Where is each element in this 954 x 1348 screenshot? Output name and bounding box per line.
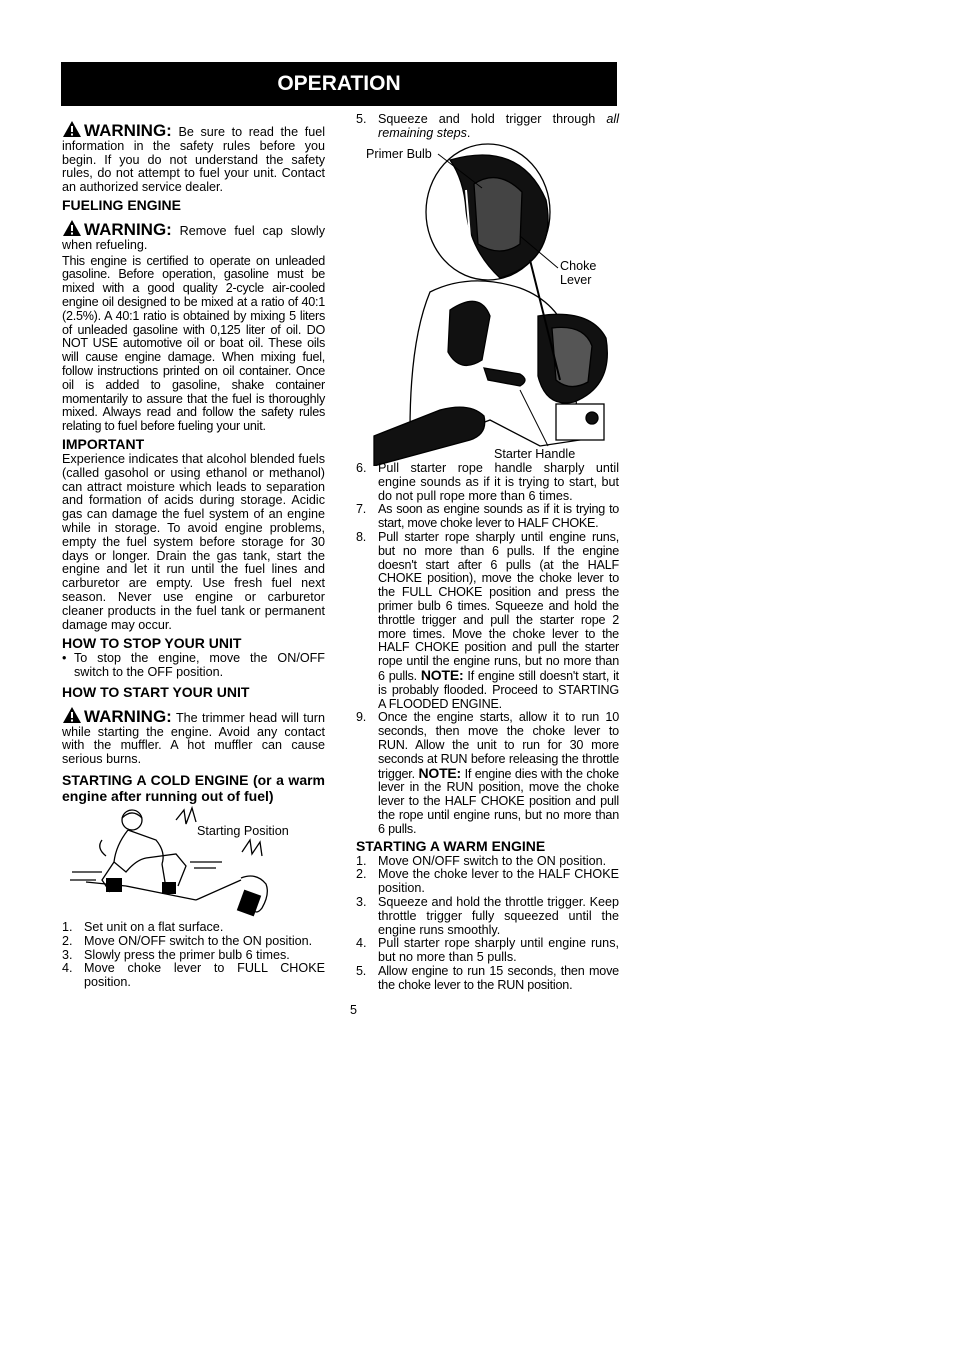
fueling-engine-heading: FUELING ENGINE: [62, 196, 182, 213]
left-column: [62, 120, 325, 805]
right-column-steps: [356, 462, 619, 992]
starting-position-illustration: [66, 800, 326, 920]
warning-text: The trimmer head will turn while starting the engine. Avoid any contact with the muffler. A hot muffler can cause serious burns.: [62, 710, 325, 767]
warning-text: Remove fuel cap slowly when refueling.: [62, 223, 325, 252]
note-label: NOTE:: [420, 666, 464, 683]
page-title: OPERATION: [61, 62, 617, 106]
engine-choke-illustration: [370, 140, 620, 466]
note-label: NOTE:: [418, 764, 462, 781]
stop-unit-heading: HOW TO STOP YOUR UNIT: [62, 635, 242, 652]
warning-triangle-icon: [62, 120, 82, 138]
list-item: 1. Move ON/OFF switch to the ON position.: [356, 853, 607, 868]
starting-position-caption: Starting Position: [197, 824, 289, 838]
warning-refueling: [62, 219, 325, 253]
list-item: 6. Pull starter rope handle sharply until engine sounds as if it is trying to start, but do not pull rope more than 6 times.: [356, 461, 619, 503]
start-unit-heading: HOW TO START YOUR UNIT: [62, 683, 250, 700]
list-item: 7. As soon as engine sounds as if it is trying to start, move choke lever to HALF CHOKE.: [356, 502, 619, 531]
important-heading: IMPORTANT: [62, 435, 145, 452]
list-item: 4. Pull starter rope sharply until engine runs, but no more than 5 pulls.: [356, 936, 619, 965]
primer-bulb-label: Primer Bulb: [366, 147, 432, 161]
page-number: 5: [350, 1003, 358, 1017]
list-item: 4. Move choke lever to FULL CHOKE position.: [62, 961, 325, 990]
list-item: 1. Set unit on a flat surface.: [62, 920, 224, 934]
list-item: 3. Squeeze and hold the throttle trigger. Keep throttle trigger fully squeezed until the engine runs smoothly.: [356, 894, 619, 937]
warning-triangle-icon: [62, 219, 82, 237]
warm-engine-heading: STARTING A WARM ENGINE: [356, 837, 546, 854]
list-item: 2. Move ON/OFF switch to the ON position.: [62, 933, 313, 948]
choke-label: Choke: [560, 259, 597, 273]
warning-trimmer-head: [62, 706, 325, 767]
warning-read-fuel-info: [62, 120, 325, 195]
warning-label: WARNING:: [84, 706, 172, 726]
right-column-top: [356, 113, 619, 141]
list-item: 2. Move the choke lever to the HALF CHOKE position.: [356, 867, 619, 896]
warning-text: Be sure to read the fuel information in the safety rules before you begin. If you do not understand the safety rules, do not attempt to fuel your unit. Contact an authorized service dealer.: [62, 125, 325, 195]
warning-label: WARNING:: [84, 219, 172, 239]
list-item: 5. Allow engine to run 15 seconds, then move the choke lever to the RUN position.: [356, 963, 619, 992]
warning-label: WARNING:: [84, 121, 172, 140]
warning-triangle-icon: [62, 706, 82, 724]
fueling-paragraph: This engine is certified to operate on unleaded gasoline. Before operation, gasoline must be mixed with a good quality 2-cycle air-cooled engine oil designed to be mixed at a ratio of 40:1 (2.5%). A 40:1 ratio is obtained by mixing 5 liters of unleaded gasoline with 0,125 liter of oil. DO NOT USE automotive oil or boat oil. These oils will cause engine damage. When mixing fuel, follow instructions printed on oil container. Once oil is added to gasoline, shake container momentarily to assure that the fuel is thoroughly mixed. Always read and follow the safety rules relating to fuel before fueling your unit.: [62, 253, 325, 434]
list-item: 3. Slowly press the primer bulb 6 times.: [62, 947, 290, 962]
important-paragraph: Experience indicates that alcohol blended fuels (called gasohol or using ethanol or methanol) can attract moisture which leads to separation and formation of acids during storage. Acidic gas can damage the fuel system of an engine while in storage. To avoid engine problems, empty the fuel system before storage for 30 days or longer. Drain the gas tank, start the engine and let it run until the fuel lines and carburetor are empty. Use fresh fuel next season. Never use engine or carburetor cleaner products in the fuel tank or permanent damage may occur.: [62, 451, 325, 632]
cold-start-steps-left: [62, 921, 325, 990]
lever-label: Lever: [560, 273, 592, 287]
stop-unit-bullet: • To stop the engine, move the ON/OFF switch to the OFF position.: [62, 651, 325, 680]
list-item: 5. Squeeze and hold trigger through all remaining steps.: [356, 112, 619, 140]
cold-engine-heading: STARTING A COLD ENGINE (or a warm engine after running out of fuel): [62, 772, 325, 805]
list-item: 9. Once the engine starts, allow it to run 10 seconds, then move the choke lever to RUN. Allow the unit to run for 30 more seconds at RUN before releasing the throttle trigger. NOTE: If engine dies with the choke lever in the RUN position, move the choke lever to the HALF CHOKE position and pull the rope until engine runs, but no more than 6 pulls.: [356, 710, 619, 836]
list-item: 8. Pull starter rope sharply until engine runs, but no more than 6 pulls. If the engine doesn't start after 6 pulls (at the HALF CHOKE position), move the choke lever to the FULL CHOKE position and press the primer bulb 6 times. Squeeze and hold the throttle trigger and pull the starter rope 2 more times. Move the choke lever to the HALF CHOKE position and pull the starter rope until the engine runs, but no more than 6 pulls. NOTE: If engine still doesn't start, it is probably flooded. Proceed to STARTING A FLOODED ENGINE.: [356, 529, 619, 711]
starter-handle-label: Starter Handle: [494, 447, 576, 461]
